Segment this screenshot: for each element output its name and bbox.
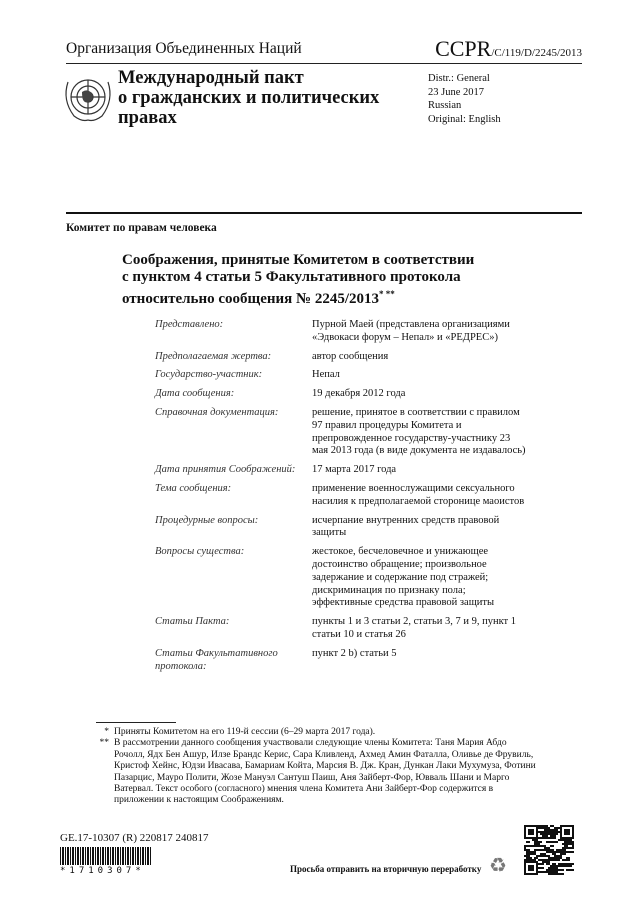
detail-label: Предполагаемая жертва: [155, 350, 272, 362]
title-line: Международный пакт [118, 68, 304, 88]
footnote-divider [96, 722, 176, 723]
detail-value: Пурной Маей (представлена организациями «Эдвокаси форум – Непал» и «РЕДРЕС») [312, 319, 510, 343]
title-line: правах [118, 108, 177, 128]
detail-label: Дата принятия Соображений: [155, 464, 296, 476]
detail-value: пункты 1 и 3 статьи 2, статьи 3, 7 и 9, пункт 1 статьи 10 и статья 26 [312, 616, 517, 640]
detail-row [155, 483, 535, 509]
detail-row [155, 546, 535, 610]
detail-row [155, 388, 535, 401]
title-line: о гражданских и политических [118, 88, 380, 108]
detail-row [155, 407, 535, 458]
footnote-marks: * ** [379, 289, 395, 299]
detail-value: решение, принятое в соответствии с правилом 97 правил процедуры Комитета и препровожденное государству-участнику 23 мая 2013 года (в виде документа не издавалось) [312, 406, 526, 457]
detail-row [155, 515, 535, 541]
un-emblem-icon [60, 70, 116, 126]
footnote-text: Приняты Комитетом на его 119-й сессии (6–29 марта 2017 года). [114, 727, 376, 737]
detail-row [155, 464, 535, 477]
detail-label: Вопросы существа: [155, 546, 245, 558]
detail-value: жестокое, бесчеловечное и унижающее достоинство обращение; произвольное задержание и содержание под стражей; дискриминация по признаку пола; эффективные средства правовой защиты [312, 546, 495, 609]
document-symbol [435, 36, 582, 62]
document-title [122, 252, 522, 308]
distr: Distr.: General [428, 73, 490, 84]
detail-label: Государство-участник: [155, 369, 263, 381]
detail-label: Представлено: [155, 319, 224, 330]
section-divider [66, 212, 582, 214]
detail-label: Дата сообщения: [155, 388, 235, 400]
detail-value: автор сообщения [312, 350, 389, 362]
communication-details [155, 319, 535, 679]
barcode [60, 847, 152, 865]
detail-row [155, 648, 535, 674]
symbol-main: CCPR [435, 36, 492, 61]
detail-row [155, 616, 535, 642]
detail-value: применение военнослужащими сексуального насилия к предполагаемой сторонице маоистов [312, 482, 525, 507]
detail-value: Непал [312, 369, 340, 381]
footnote-text: В рассмотрении данного сообщения участвовали следующие члены Комитета: Таня Мария Абдо Рочолл, Ядх Бен Ашур, Илзе Брандс Керис, Сара Кливленд, Ахмед Амин Фаталла, Оливье де Фрувиль, Кристоф Хейнс, Юдзи Ивасава, Бамариам Койта, Марсия В. Дж. Кран, Дункан Лаки Мухумуза, Фотини Пазарцис, Мауро Полити, Жозе Мануэл Сантуш Паиш, Аня Зайберт-Фор, Ювваль Шани и Марго Ватервал. Текст особого (согласного) мнения члена Комитета Ани Зайберт-Фор содержится в приложении к настоящим Соображениям. [114, 738, 536, 806]
recycle-note: Просьба отправить на вторичную переработку [290, 864, 482, 874]
footnote-mark: * [104, 727, 109, 737]
detail-label: Статьи Пакта: [155, 616, 230, 628]
footnote [96, 738, 536, 806]
detail-value: пункт 2 b) статьи 5 [312, 647, 397, 659]
issue-date: 23 June 2017 [428, 86, 484, 98]
detail-value: 19 декабря 2012 года [312, 388, 406, 400]
barcode-number: *1710307* [60, 866, 145, 876]
organization-name: Организация Объединенных Наций [66, 40, 302, 57]
qr-code-icon [524, 825, 574, 875]
footnotes [96, 727, 536, 807]
header-divider [66, 63, 582, 64]
ge-code: GE.17-10307 (R) 220817 240817 [60, 832, 209, 844]
footnote-mark: ** [99, 738, 109, 749]
treaty-title [118, 68, 379, 128]
detail-row [155, 351, 535, 364]
symbol-rest: /C/119/D/2245/2013 [491, 47, 582, 59]
language: Russian [428, 100, 462, 111]
detail-row [155, 319, 535, 345]
distribution-info [428, 72, 501, 126]
doc-title-line: относительно сообщения № 2245/2013 [122, 291, 379, 307]
detail-label: Процедурные вопросы: [155, 514, 259, 526]
recycle-icon: ♻ [489, 855, 507, 877]
detail-value: исчерпание внутренних средств правовой защиты [312, 514, 500, 539]
detail-label: Статьи Факультативного протокола: [155, 647, 278, 672]
footnote [96, 727, 536, 738]
detail-label: Тема сообщения: [155, 482, 232, 494]
detail-row [155, 369, 535, 382]
detail-value: 17 марта 2017 года [312, 464, 397, 476]
committee-name: Комитет по правам человека [66, 222, 217, 234]
doc-title-line: Соображения, принятые Комитетом в соответствии [122, 252, 475, 268]
original-language: Original: English [428, 113, 501, 125]
detail-label: Справочная документация: [155, 406, 279, 418]
doc-title-line: с пунктом 4 статьи 5 Факультативного протокола [122, 269, 461, 285]
